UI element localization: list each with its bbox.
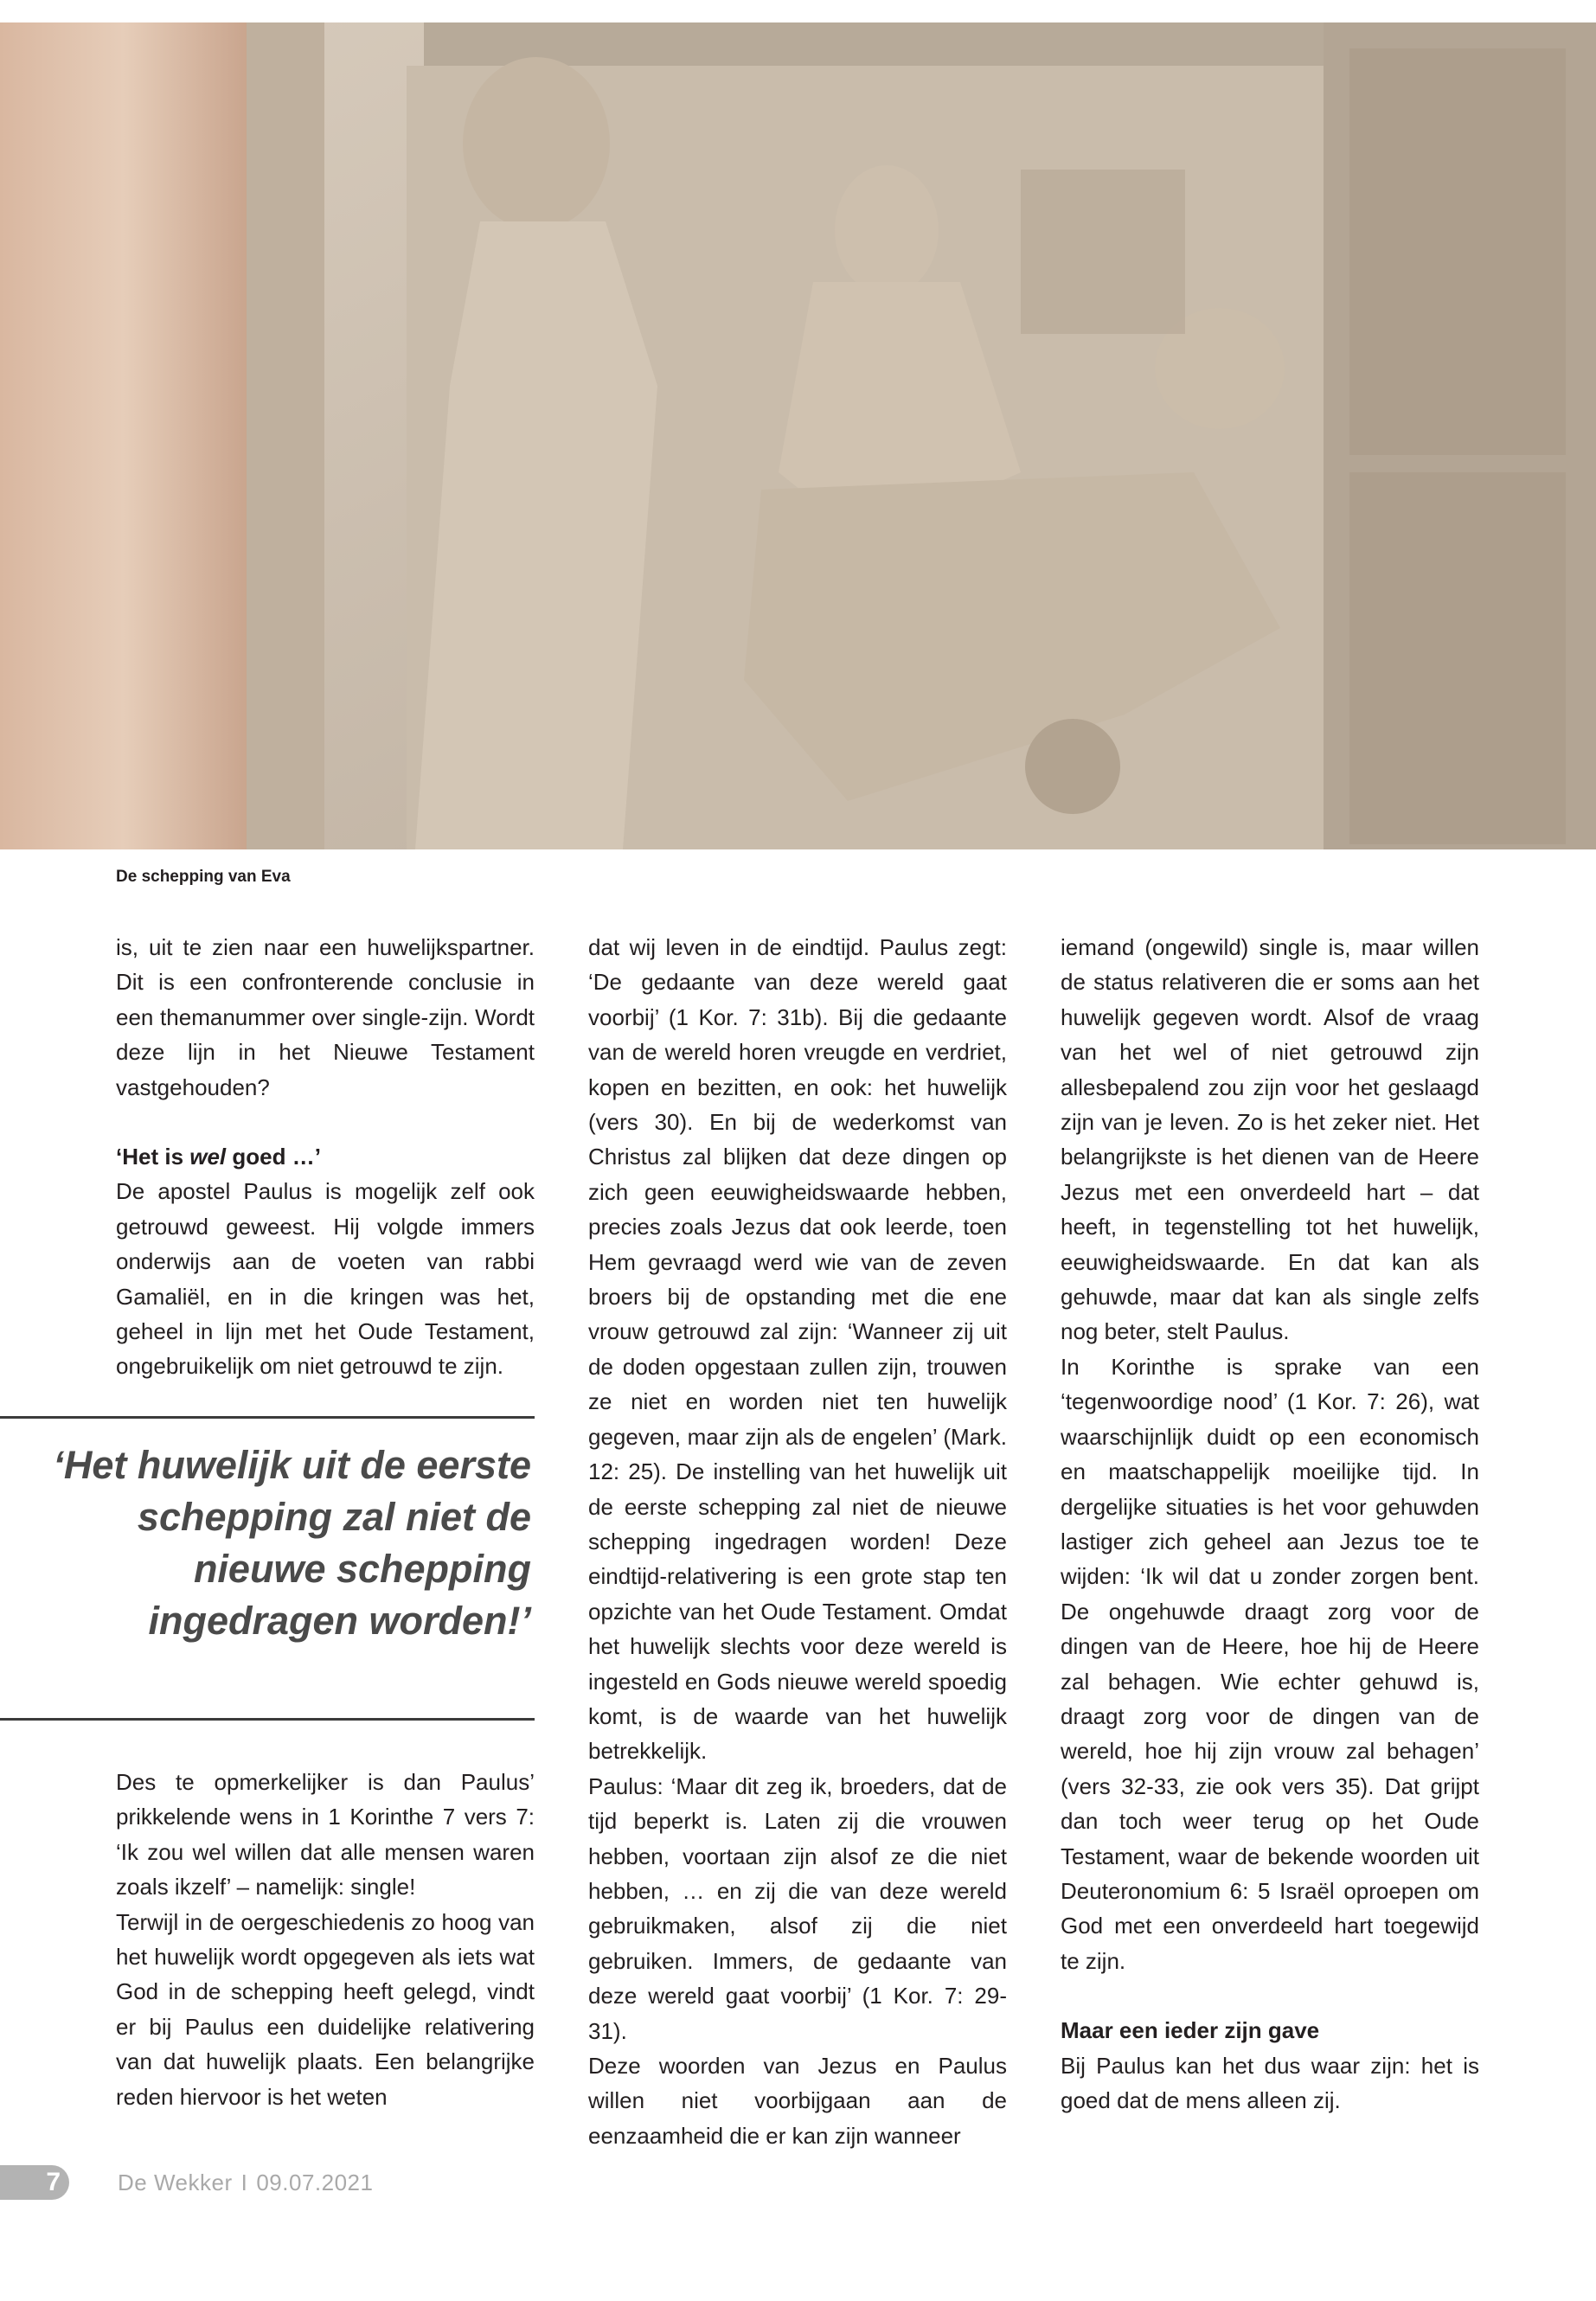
page-footer	[0, 2165, 865, 2200]
paragraph: Bij Paulus kan het dus waar zijn: het is goed dat de mens alleen zij.	[1061, 2052, 1479, 2113]
publication-name: De Wekker	[118, 2169, 233, 2195]
publication-info	[118, 2170, 373, 2196]
relief-sculpture-image	[0, 22, 1596, 849]
photo-caption: De schepping van Eva	[116, 868, 291, 886]
page-number: 7	[0, 2165, 69, 2200]
paragraph: In Korinthe is sprake van een ‘tegenwoordige nood’ (1 Kor. 7: 26), wat waarschijnlijk duidt op een economisch en maatschappelijk moeilijke tijd. In dergelijke situaties is het voor gehuwden lastiger zich geheel aan Jezus toe te wijden: ‘Ik wil dat u zonder zorgen bent. De ongehuwde draagt zorg voor de dingen van de Heere, hoe hij de Heere zal behagen. Wie echter gehuwd is, draagt zorg voor de dingen van de wereld, hoe hij zijn vrouw zal behagen’ (vers 32-33, zie ook vers 35). Dat grijpt dan toch weer terug op het Oude Testament, waar de bekende woorden uit Deuteronomium 6: 5 Israël oproepen om God met een onverdeeld hart toegewijd te zijn.	[1061, 1353, 1479, 1974]
paragraph: Paulus: ‘Maar dit zeg ik, broeders, dat de tijd beperkt is. Laten zij die vrouwen hebben, voortaan zijn alsof ze die niet hebben, … en zij die van deze wereld gebruikmaken, alsof zij die niet gebruiken. Immers, de gedaante van deze wereld gaat voorbij’ (1 Kor. 7: 29-31).	[588, 1772, 1007, 2044]
paragraph: Deze woorden van Jezus en Paulus willen niet voorbijgaan aan de eenzaamheid die er kan zijn wanneer	[588, 2053, 1007, 2149]
paragraph: De apostel Paulus is mogelijk zelf ook getrouwd geweest. Hij volgde immers onderwijs aan de voeten van rabbi Gamaliël, en in die kringen was het, geheel in lijn met het Oude Testament, ongebruikelijk om niet getrouwd te zijn.	[116, 1178, 535, 1380]
column-1-top	[116, 930, 535, 1384]
section-heading: Maar een ieder zijn gave	[1061, 2017, 1320, 2044]
section-heading: ‘Het is wel goed …’	[116, 1144, 321, 1170]
paragraph: Terwijl in de oergeschiedenis zo hoog van het huwelijk wordt opgegeven als iets wat God in de schepping heeft gelegd, vindt er bij Paulus een duidelijke relativering van dat huwelijk plaats. Een belangrijke reden hiervoor is het weten	[116, 1908, 535, 2110]
paragraph: Des te opmerkelijker is dan Paulus’ prikkelende wens in 1 Korinthe 7 vers 7: ‘Ik zou wel willen dat alle mensen waren zoals ikzelf’ – namelijk: single!	[116, 1769, 535, 1900]
paragraph: iemand (ongewild) single is, maar willen de status relativeren die er soms aan het huwelijk gegeven wordt. Alsof de vraag van het wel of niet getrouwd zijn allesbepalend zou zijn voor het geslaagd zijn van je leven. Zo is het zeker niet. Het belangrijkste is het dienen van de Heere Jezus met een onverdeeld hart – dat heeft, in tegenstelling tot het huwelijk, eeuwigheidswaarde. En dat kan als gehuwde, maar dat kan als single zelfs nog beter, stelt Paulus.	[1061, 934, 1479, 1345]
pull-quote	[0, 1416, 535, 1721]
header-photo	[0, 22, 1596, 849]
pull-quote-text: ‘Het huwelijk uit de eerste schepping zal niet de nieuwe schepping ingedragen worden!’	[53, 1443, 531, 1643]
column-2	[588, 930, 1007, 2153]
paragraph: dat wij leven in de eindtijd. Paulus zegt: ‘De gedaante van deze wereld gaat voorbij’ (1 Kor. 7: 31b). Bij die gedaante van de wereld horen vreugde en verdriet, kopen en bezitten, en ook: het huwelijk (vers 30). En bij de wederkomst van Christus zal blijken dat deze dingen op zich geen eeuwigheidswaarde hebben, precies zoals Jezus dat ook leerde, toen Hem gevraagd werd wie van de zeven broers bij de opstanding met die ene vrouw getrouwd zal zijn: ‘Wanneer zij uit de doden opgestaan zullen zijn, trouwen ze niet en worden niet ten huwelijk gegeven, maar zijn als de engelen’ (Mark. 12: 25). De instelling van het huwelijk uit de eerste schepping zal niet de nieuwe schepping ingedragen worden! Deze eindtijd-relativering is een grote stap ten opzichte van het Oude Testament. Omdat het huwelijk slechts voor deze wereld is ingesteld en Gods nieuwe wereld spoedig komt, is de waarde van het huwelijk betrekkelijk.	[588, 934, 1007, 1765]
publication-date: 09.07.2021	[256, 2169, 374, 2195]
column-3	[1061, 930, 1479, 2118]
paragraph: is, uit te zien naar een huwelijkspartner. Dit is een confronterende conclusie in een themanummer over single-zijn. Wordt deze lijn in het Nieuwe Testament vastgehouden?	[116, 934, 535, 1100]
column-1-bottom	[116, 1765, 535, 2114]
separator: I	[240, 2169, 248, 2195]
